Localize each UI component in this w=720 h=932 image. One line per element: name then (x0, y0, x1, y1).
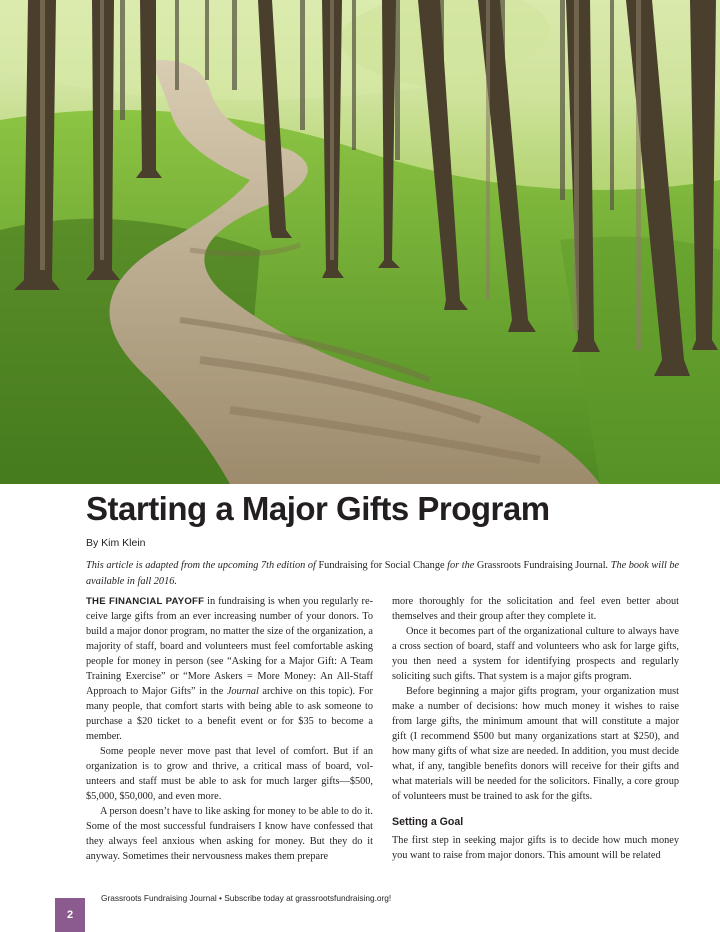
paragraph-3-continued: more thoroughly for the solicitation and feel even better about themselves and their group after they complete it. (392, 596, 679, 622)
paragraph-1-text-a: in fundraising is when you regularly receive large gifts from an ever increasing number of your donors. To build a major donor program, no matter the size of the organization, a majority of staff, board and volunteers must feel comfortable asking people for money in person (see “Asking for a Major Gift: A Team Training Exercise” or “More Askers = More Money: An All-Staff Approach to Major Gifts” in the (86, 596, 373, 697)
body-column-right (392, 594, 679, 863)
byline: By Kim Klein (86, 537, 146, 549)
paragraph-5: Before beginning a major gifts program, your organization must make a number of decisions: how much money it wishes to raise from large gifts, the minimum amount that will constitute a major gift (I recommend $500 but many organizations start at $250), and how many gifts of what size are needed. In addition, you must decide what, if any, tangible benefits donors will receive for their gifts and what materials will be needed for the solicitors. Finally, a core group of volunteers must be trained to ask for the gifts. (392, 686, 679, 802)
article-title: Starting a Major Gifts Program (86, 490, 550, 527)
page-number: 2 (55, 898, 85, 932)
paragraph-1-text-b: archive on this topic). For many people, that comfort starts with being able to ask someone to purchase a $20 ticket to a benefit event or for $35 to become a member. (86, 686, 373, 742)
section-heading-setting-a-goal: Setting a Goal (392, 816, 464, 828)
paragraph-2: Some people never move past that level of comfort. But if an organization is to grow and thrive, a critical mass of board, volunteers and staff must be able to ask for much larger gifts—$500, $5,000, $50,000, and even more. (86, 746, 373, 802)
paragraph-3: A person doesn’t have to like asking for money to be able to do it. Some of the most successful fundraisers I know have confessed that they always feel anxious when asking for money. But they do it anyway. Sometimes their nervousness makes them prepare (86, 806, 373, 862)
intro-journal-title: Grassroots Fundraising Journal (476, 560, 606, 571)
body-column-left (86, 594, 373, 864)
intro-book-title: Fundraising for Social Change (318, 560, 445, 571)
footer-subscribe-line: Grassroots Fundraising Journal • Subscribe today at grassrootsfundraising.org! (101, 893, 392, 903)
article-intro-note (86, 558, 680, 589)
intro-text-1: This article is adapted from the upcoming 7th edition of (86, 560, 319, 571)
paragraph-6: The first step in seeking major gifts is to decide how much money you want to raise from major donors. This amount will be related (392, 835, 679, 861)
intro-text-2: for the (444, 560, 477, 571)
journal-reference: Journal (226, 686, 259, 697)
intro-text-3: . The book will be available in fall 2016. (86, 560, 680, 587)
paragraph-1 (86, 594, 373, 744)
paragraph-4: Once it becomes part of the organizational culture to always have a cross section of board, staff and volunteers who ask for large gifts, you then need a system for identifying prospects and regularly soliciting such gifts. That system is a major gifts program. (392, 626, 679, 682)
lead-in: THE FINANCIAL PAYOFF (86, 596, 205, 607)
